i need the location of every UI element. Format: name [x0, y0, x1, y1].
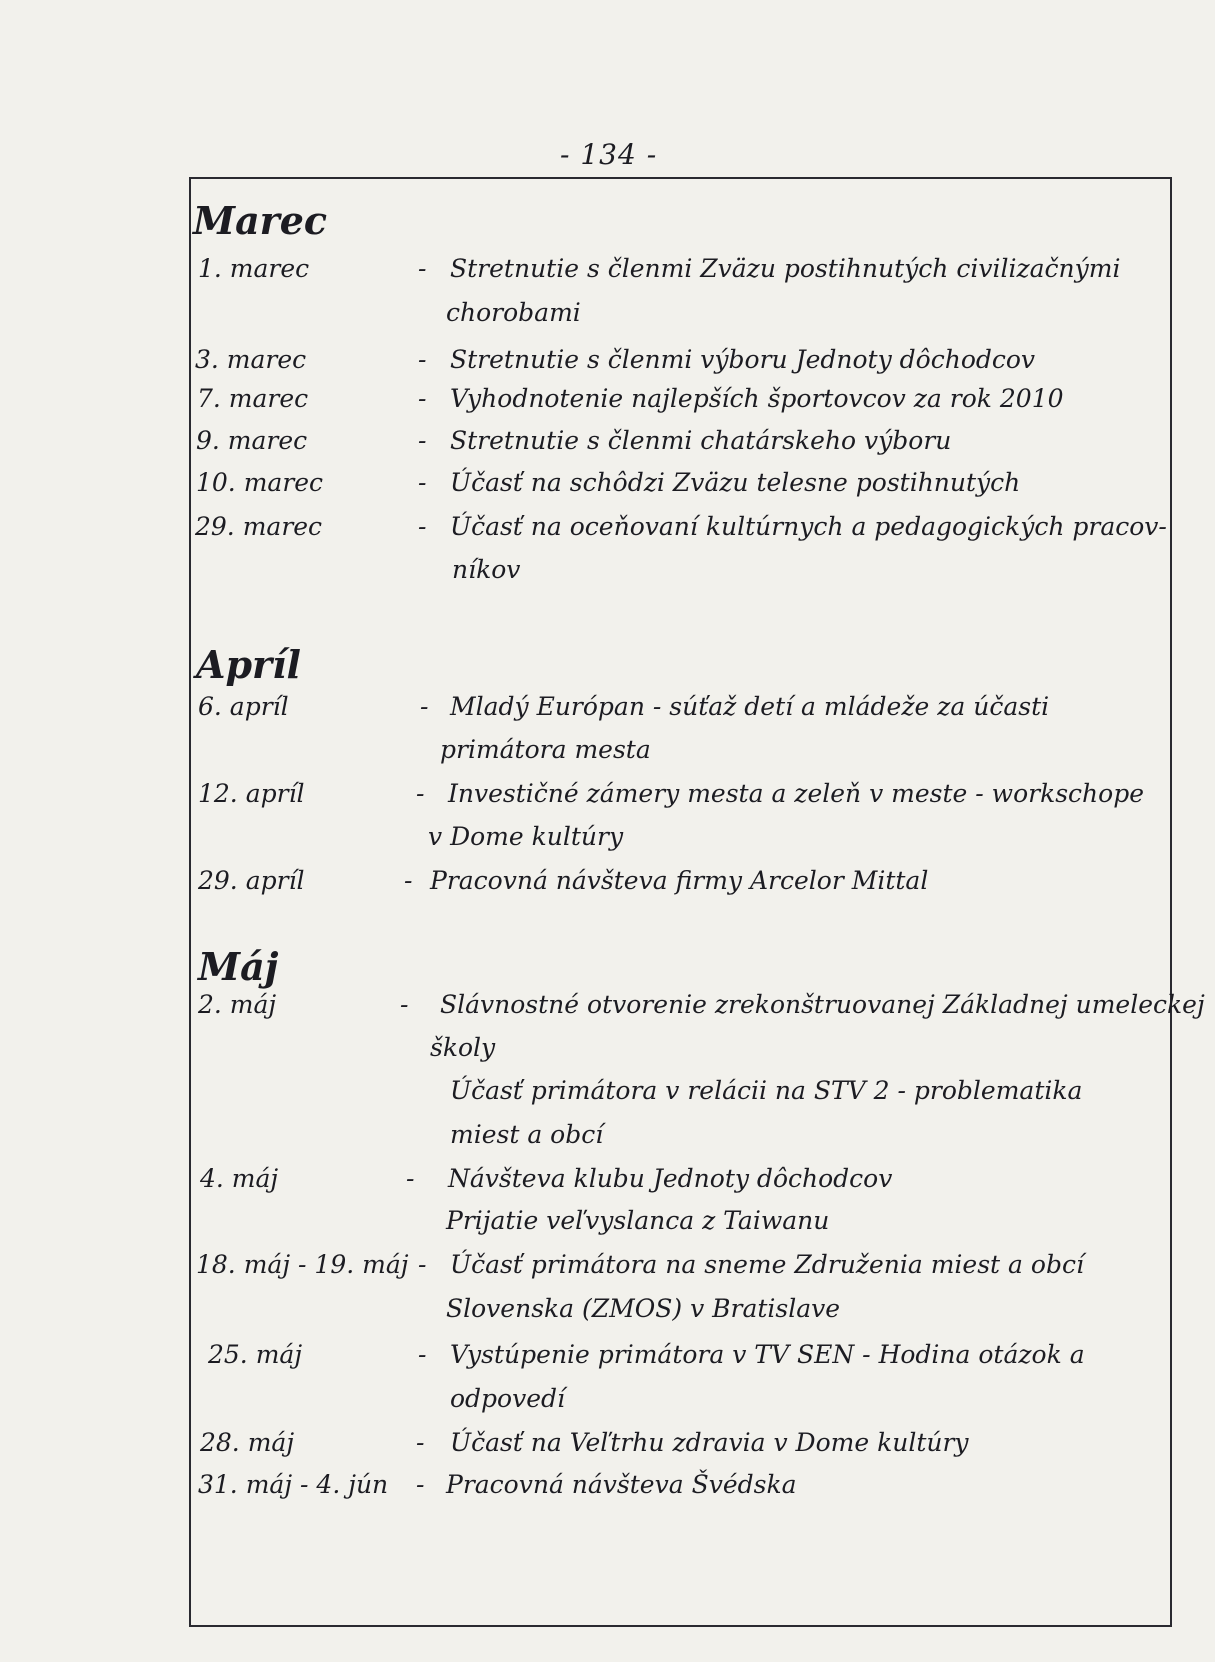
entry-dash: -	[416, 1428, 425, 1457]
month-heading: Máj	[198, 944, 279, 989]
entry-text: Pracovná návšteva Švédska	[446, 1470, 797, 1499]
entry-text: Účasť na schôdzi Zväzu telesne postihnutých	[450, 468, 1021, 497]
entry-dash: -	[418, 254, 427, 283]
entry-text: Účasť primátora na sneme Združenia miest a obcí	[450, 1250, 1084, 1279]
entry-date: 31. máj - 4. jún	[198, 1470, 389, 1499]
entry-date: 6. apríl	[198, 692, 289, 721]
entry-text: níkov	[452, 555, 521, 584]
entry-date: 29. apríl	[198, 866, 305, 895]
entry-dash: -	[406, 1164, 415, 1193]
entry-text: Účasť na oceňovaní kultúrnych a pedagogických pracov-	[450, 512, 1167, 541]
entry-date: 7. marec	[197, 384, 309, 413]
entry-date: 2. máj	[198, 990, 277, 1019]
entry-text: Účasť na Veľtrhu zdravia v Dome kultúry	[450, 1428, 969, 1457]
entry-dash: -	[418, 426, 427, 455]
entry-text: Vyhodnotenie najlepších športovcov za rok 2010	[450, 384, 1064, 413]
entry-text: Stretnutie s členmi Zväzu postihnutých civilizačnými	[450, 254, 1121, 283]
entry-text: Účasť primátora v relácii na STV 2 - problematika	[450, 1076, 1083, 1105]
entry-text: Pracovná návšteva firmy Arcelor Mittal	[430, 866, 929, 895]
page-number: - 134 -	[560, 138, 658, 171]
entry-text: školy	[430, 1033, 496, 1062]
month-heading: Apríl	[196, 642, 301, 687]
entry-text: Stretnutie s členmi chatárskeho výboru	[450, 426, 952, 455]
entry-dash: -	[420, 692, 429, 721]
entry-text: primátora mesta	[440, 735, 651, 764]
entry-date: 28. máj	[200, 1428, 295, 1457]
entry-text: Stretnutie s členmi výboru Jednoty dôchodcov	[450, 345, 1036, 374]
entry-dash: -	[418, 1250, 427, 1279]
entry-date: 25. máj	[208, 1340, 303, 1369]
entry-date: 1. marec	[198, 254, 310, 283]
entry-text: Mladý Európan - súťaž detí a mládeže za účasti	[450, 692, 1050, 721]
entry-text: odpovedí	[450, 1384, 566, 1413]
entry-date: 9. marec	[196, 426, 308, 455]
entry-date: 12. apríl	[198, 779, 305, 808]
entry-dash: -	[418, 384, 427, 413]
month-heading: Marec	[193, 198, 328, 243]
entry-date: 4. máj	[200, 1164, 279, 1193]
entry-dash: -	[418, 512, 427, 541]
entry-text: Slovenska (ZMOS) v Bratislave	[446, 1294, 841, 1323]
entry-text: miest a obcí	[450, 1120, 604, 1149]
entry-text: Slávnostné otvorenie zrekonštruovanej Základnej umeleckej	[440, 990, 1205, 1019]
entry-text: Návšteva klubu Jednoty dôchodcov	[448, 1164, 893, 1193]
entry-dash: -	[418, 345, 427, 374]
entry-dash: -	[418, 1340, 427, 1369]
entry-date: 3. marec	[195, 345, 307, 374]
entry-dash: -	[404, 866, 413, 895]
entry-text: Investičné zámery mesta a zeleň v meste - workschope	[448, 779, 1145, 808]
entry-date: 29. marec	[195, 512, 323, 541]
entry-text: v Dome kultúry	[428, 822, 624, 851]
entry-text: chorobami	[446, 298, 581, 327]
entry-date: 18. máj - 19. máj	[196, 1250, 409, 1279]
entry-date: 10. marec	[196, 468, 324, 497]
entry-dash: -	[400, 990, 409, 1019]
entry-dash: -	[416, 779, 425, 808]
entry-text: Vystúpenie primátora v TV SEN - Hodina otázok a	[450, 1340, 1085, 1369]
entry-dash: -	[418, 468, 427, 497]
entry-text: Prijatie veľvyslanca z Taiwanu	[446, 1206, 830, 1235]
entry-dash: -	[416, 1470, 425, 1499]
